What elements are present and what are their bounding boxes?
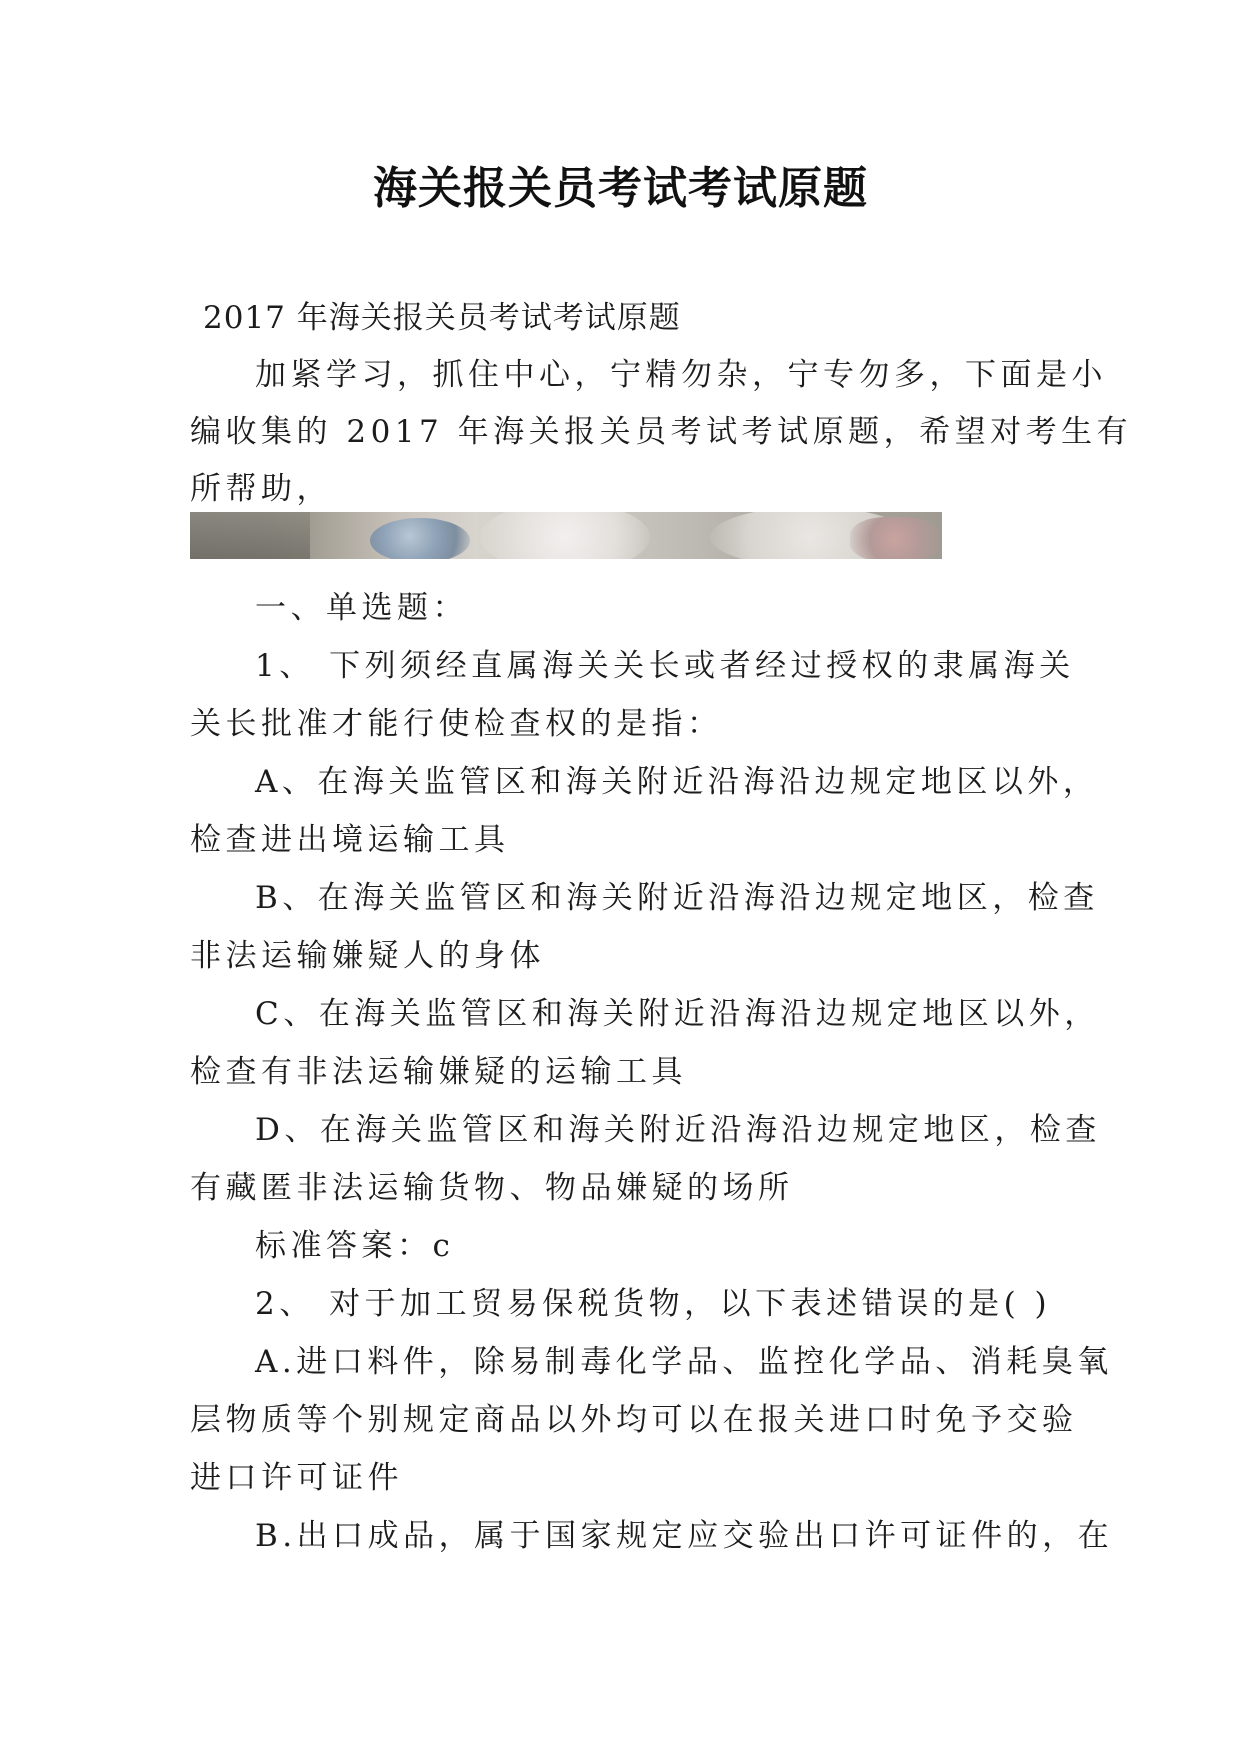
- intro-line-1: 加紧学习，抓住中心，宁精勿杂，宁专勿多，下面是小: [255, 357, 1107, 393]
- intro-line-3: 所帮助，: [190, 471, 332, 507]
- document-subtitle: 2017 年海关报关员考试考试原题: [203, 300, 681, 336]
- q1-option-a-line-1: A、在海关监管区和海关附近沿海沿边规定地区以外，: [255, 764, 1099, 800]
- q1-option-b-line-1: B、在海关监管区和海关附近沿海沿边规定地区，检查: [255, 880, 1099, 916]
- q1-option-c-line-1: C、在海关监管区和海关附近沿海沿边规定地区以外，: [255, 996, 1100, 1032]
- section-heading: 一、单选题：: [255, 590, 468, 626]
- q2-option-a-line-2: 层物质等个别规定商品以外均可以在报关进口时免予交验: [190, 1402, 1078, 1438]
- q2-option-a-line-1: A.进口料件，除易制毒化学品、监控化学品、消耗臭氧: [255, 1344, 1113, 1380]
- q1-option-a-line-2: 检查进出境运输工具: [190, 822, 510, 858]
- embedded-photo-strip: [190, 512, 942, 559]
- q1-option-b-line-2: 非法运输嫌疑人的身体: [190, 938, 545, 974]
- q1-answer: 标准答案：c: [255, 1228, 455, 1264]
- intro-line-2: 编收集的 2017 年海关报关员考试考试原题，希望对考生有: [190, 414, 1133, 450]
- document-title: 海关报关员考试考试原题: [373, 163, 868, 214]
- q1-stem-line-2: 关长批准才能行使检查权的是指：: [190, 706, 723, 742]
- q1-option-c-line-2: 检查有非法运输嫌疑的运输工具: [190, 1054, 687, 1090]
- q1-stem-line-1: 1、 下列须经直属海关关长或者经过授权的隶属海关: [255, 648, 1075, 684]
- q2-option-b-line-1: B.出口成品，属于国家规定应交验出口许可证件的，在: [255, 1518, 1114, 1554]
- q1-option-d-line-2: 有藏匿非法运输货物、物品嫌疑的场所: [190, 1170, 794, 1206]
- q2-stem: 2、 对于加工贸易保税货物，以下表述错误的是( ): [255, 1286, 1052, 1322]
- q1-option-d-line-1: D、在海关监管区和海关附近沿海沿边规定地区，检查: [255, 1112, 1101, 1148]
- q2-option-a-line-3: 进口许可证件: [190, 1460, 403, 1496]
